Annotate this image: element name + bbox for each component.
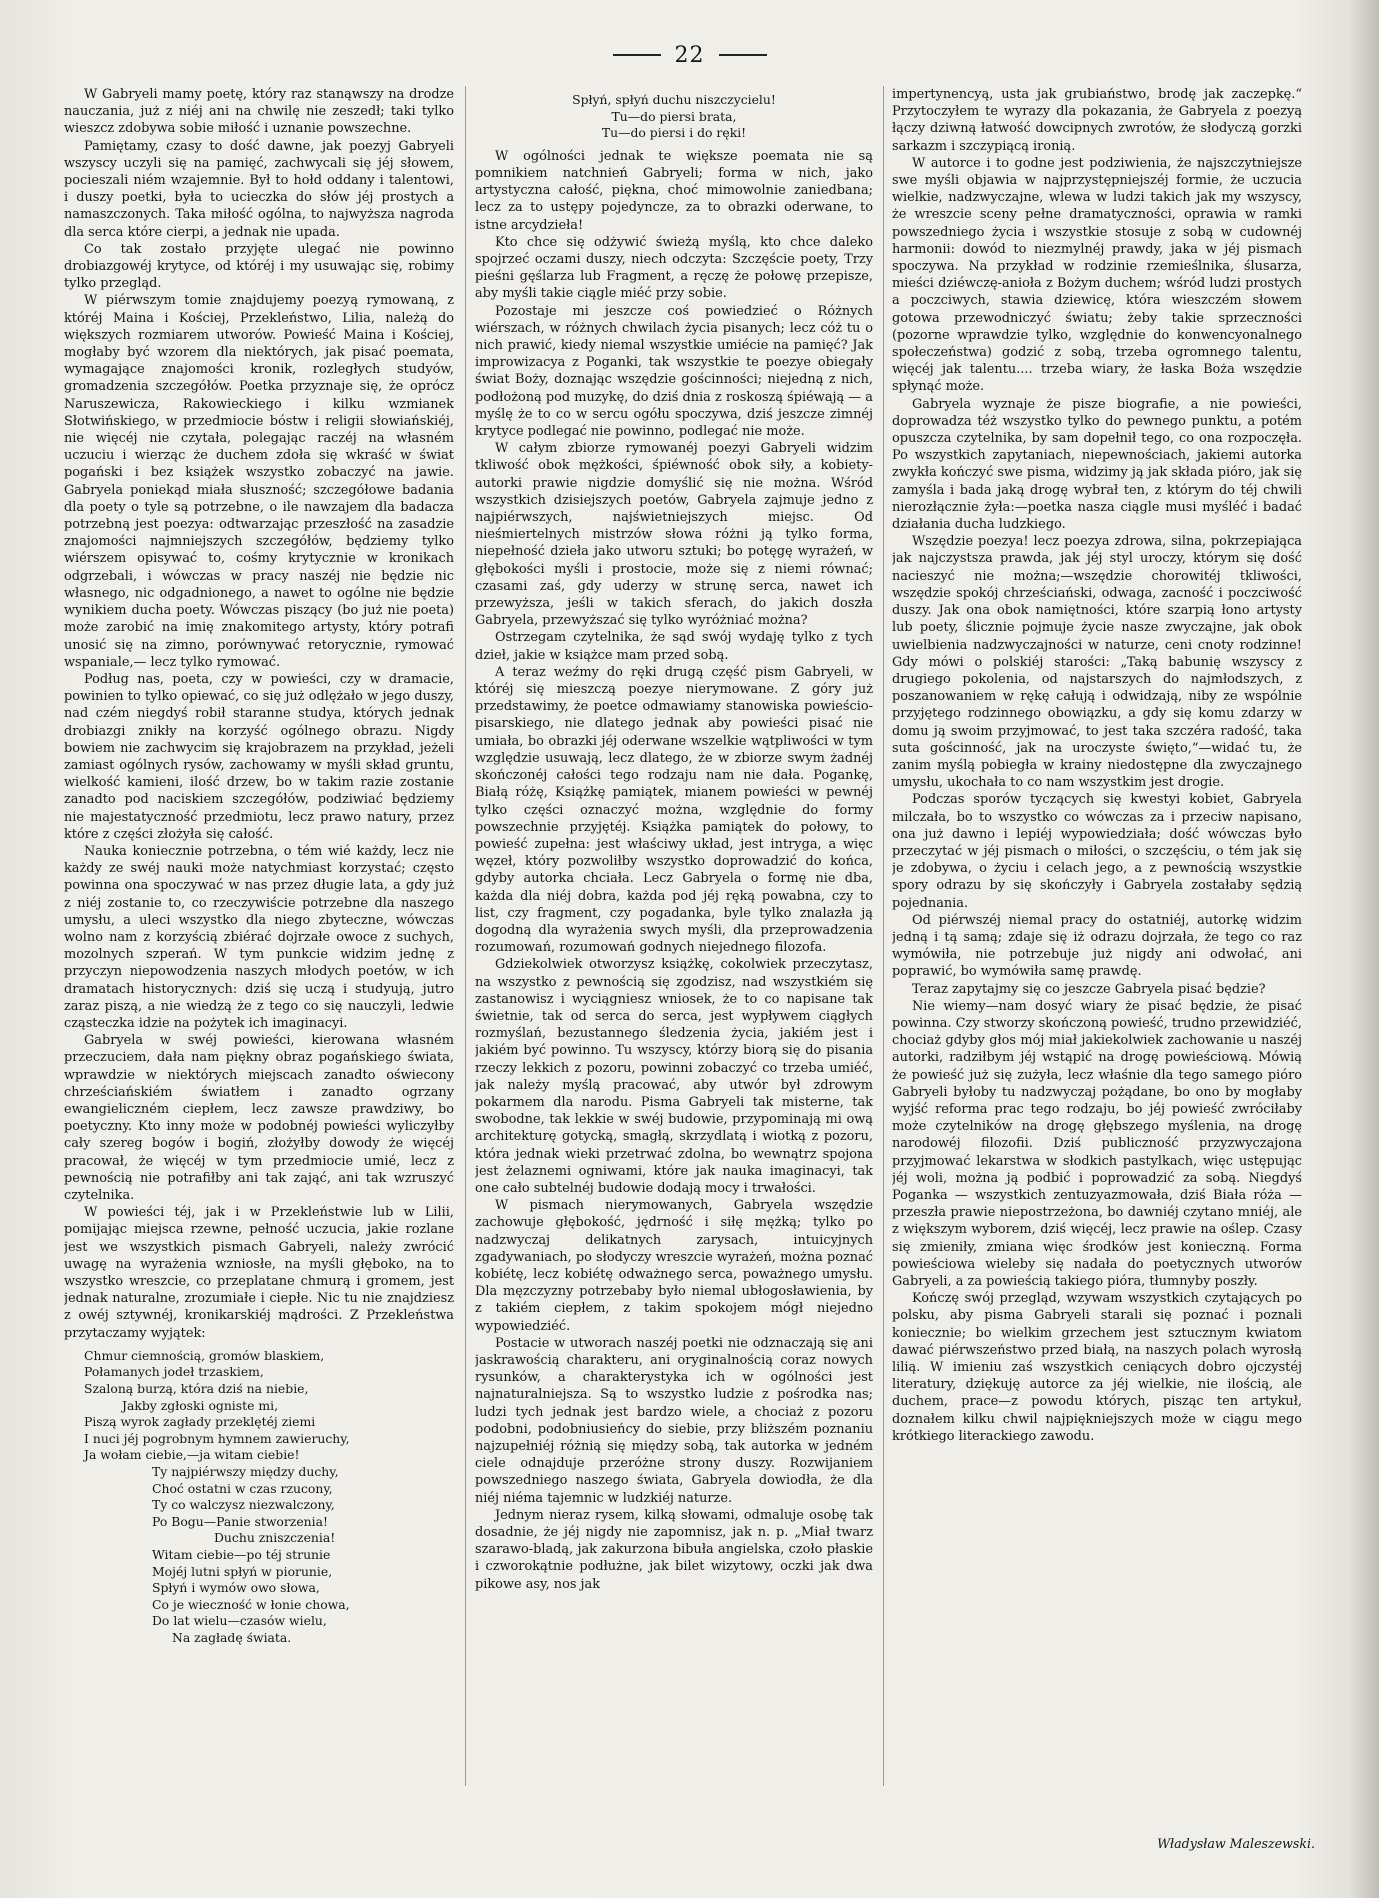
column-1 (64, 86, 454, 1886)
column-divider (465, 86, 466, 1786)
poem-quote (64, 1348, 454, 1647)
poem-line: Co je wieczność w łonie chowa, (152, 1596, 350, 1612)
poem-line: Choć ostatni w czas rzucony, (152, 1480, 333, 1496)
paragraph: Wszędzie poezya! lecz poezya zdrowa, silna, pokrzepiająca jak najczystsza prawda, jak jéj styl uroczy, którym się dość nacieszyć nie można;—wszędzie chorowitéj tkliwości, wszędzie spokój chrześciański, odwaga, zacność i poczciwość duszy. Jak ona obok namiętności, które szarpią łono artysty lub poety, ślicznie pojmuje życie nasze zwyczajne, jak obok uwielbienia nadzwyczajności w naturze, ceni cnoty rodzinne! Gdy mówi o polskiéj starości: „Taką babunię wszyscy z drugiego pokolenia, od najstarszych do najmłodszych, z poszanowaniem w rękę całują i odwidzają, niby ze wspólnie przyjętego rodzinnego obowiązku, a gdy się komu zdarzy w domu ją swoim przyjmować, to jest taka szczéra radość, taka suta gościnność, jak na uroczyste święto,“—widać tu, że zanim myślą pobiegła w krainy niedostępne dla zwyczajnego umysłu, ukochała to co nam wszystkim jest drogie. (892, 534, 1302, 791)
poem-line: Spłyń, spłyń duchu niszczycielu! (572, 92, 776, 107)
paragraph: Co tak zostało przyjęte ulegać nie powinno drobiazgowéj krytyce, od któréj i my usuwając się, robimy tylko przegląd. (64, 241, 454, 292)
paragraph: Kończę swój przegląd, wzywam wszystkich czytających po polsku, aby pisma Gabryeli starali się poznać i poznali koniecznie; bo wielkim grzechem jest sztucznym kwiatom dawać piérwszeństwo przed białą, na naszych polach wyrosłą lilią. W imieniu zaś wszystkich ceniących dobro ojczystéj literatury, dziękuję autorce za jéj wielkie, nie ilością, ale duchem, prace—z powodu których, pisząc ten artykuł, doznałem kilku chwil najpiękniejszych może w ciągu mego krótkiego literackiego zawodu. (892, 1291, 1302, 1444)
column-3 (892, 86, 1302, 1886)
paragraph: Od piérwszéj niemal pracy do ostatniéj, autorkę widzim jedną i tą samą; zdaje się iż odrazu dojrzała, że tego co raz wymówiła, nie potrzebuje już nigdy ani odwołać, ani poprawić, bo wymówiła samę prawdę. (892, 912, 1302, 980)
column-divider (883, 86, 884, 1786)
poem-line: Duchu zniszczenia! (214, 1530, 336, 1546)
paragraph: Teraz zapytajmy się co jeszcze Gabryela pisać będzie? (912, 981, 1266, 997)
paragraph: W całym zbiorze rymowanéj poezyi Gabryeli widzim tkliwość obok mężkości, śpiéwność obok siły, a kobiety-autorki prawie nigdzie domyślić się nie można. Wśród wszystkich dzisiejszych poetów, Gabryela zajmuje jedno z najpiérwszych, najświetniejszych miejsc. Od nieśmiertelnych mistrzów słowa różni ją tylko forma, niepełność dzieła jako utworu sztuki; bo potęgę wyrażeń, w głębokości myśli i prostocie, może się z niemi równać; czasami zaś, gdy uderzy w strunę serca, nawet ich przewyższa, jeśli w takich sferach, do jakich doszła Gabryela, przewyższać się tylko wyróżniać można? (475, 441, 873, 629)
poem-line: Ty co walczysz niezwalczony, (152, 1497, 335, 1513)
paragraph: W powieści téj, jak i w Przekleństwie lub w Lilii, pomijając miejsca rzewne, pełność uczucia, jakie rozlane jest we wszystkich pismach Gabryeli, należy zwrócić uwagę na wyrażenia wzniosłe, na myśli głęboko, na to wszystko wreszcie, co przeplatane chmurą i gromem, jest jednak naturalne, zrozumiałe i ciepłe. Nic tu nie znajdziesz z owéj sztywnéj, kronikarskiéj mądrości. Z Przekleństwa przytaczamy wyjątek: (64, 1205, 454, 1341)
poem-line: Po Bogu—Panie stworzenia! (152, 1513, 328, 1529)
poem-line: Jakby zgłoski ogniste mi, (122, 1397, 279, 1413)
header-rule-left (613, 54, 661, 56)
paragraph: W ogólności jednak te większe poemata nie są pomnikiem natchnień Gabryeli; forma w nich, jako artystyczna całość, piękna, choć mimowolnie zaniedbana; lecz za to ustępy pojedyncze, za to obrazki oderwane, to istne arcydzieła! (475, 148, 873, 233)
poem-line: Witam ciebie—po téj strunie (152, 1546, 331, 1562)
paragraph: Podług nas, poeta, czy w powieści, czy w dramacie, powinien to tylko opiewać, co się już odlężało w jego duszy, nad czém niegdyś robił staranne studya, których jednak drobiazgi znikły na korzyść ogólnego obrazu. Nigdy bowiem nie zachwycim się krajobrazem na przykład, jeżeli zamiast ogólnych rysów, zachowamy w myśli skład gruntu, wielkość kamieni, ilość drzew, bo w takim razie zostanie zanadto pod naciskiem szczegółów, podziwiać będziemy nie majestatyczność przedmiotu, lecz prawo natury, przez które z części złożyła się całość. (64, 671, 454, 842)
paragraph: Podczas sporów tyczących się kwestyi kobiet, Gabryela milczała, bo to wszystko co wówczas za i przeciw napisano, ona już dawno i lepiéj wypowiedziała; dość wówczas było przeczytać w jéj pismach o miłości, o szczęściu, o tém jak się je zdobywa, o życiu i celach jego, a z pewnością wszystkie spory odrazu by się skończyły i Gabryela zostałaby sędzią pojednania. (892, 792, 1302, 911)
poem-line: Mojéj lutni spłyń w piorunie, (152, 1563, 333, 1579)
poem-line: Spłyń i wymów owo słowa, (152, 1580, 320, 1596)
paragraph: A teraz weźmy do ręki drugą część pism Gabryeli, w któréj się mieszczą poezye nierymowane. Z góry już przedstawimy, że poetce odmawiamy stanowiska powieścio-pisarskiego, nie dlatego jednak aby powieści pisać nie umiała, bo obrazki jéj oderwane wszelkie wątpliwości w tym względzie usuwają, lecz dlatego, że w zbiorze swym żadnéj skończonéj całości tego rodzaju nam nie dała. Pogankę, Białą różę, Książkę pamiątek, mianem powieści w pewnéj tylko części oznaczyć można, względnie do formy powszechnie przyjętéj. Książka pamiątek do połowy, to powieść zupełna: jest właściwy układ, jest intryga, a więc węzeł, który pozwoliłby wszystko doprowadzić do końca, gdyby autorka chciała. Lecz Gabryela o formę nie dba, każda dla niéj dobra, każda pod jéj ręką powabna, czy to list, czy fragment, czy pogadanka, byle tylko znalazła ją dogodną dla wyrażenia swych myśli, dla przeprowadzenia rozumowań, rozumowań godnych niejednego filozofa. (475, 664, 873, 956)
poem-line: Połamanych jodeł trzaskiem, (84, 1364, 264, 1380)
paragraph: Ostrzegam czytelnika, że sąd swój wydaję tylko z tych dzieł, jakie w książce mam przed sobą. (475, 630, 873, 663)
author-signature: Władysław Maleszewski. (1157, 1836, 1315, 1851)
poem-line: I nuci jéj pogrobnym hymnem zawieruchy, (84, 1430, 350, 1446)
paragraph: Jednym nieraz rysem, kilką słowami, odmaluje osobę tak dosadnie, że jéj nigdy nie zapomnisz, jak n. p. „Miał twarz szarawo-bladą, jak zakurzona bibuła angielska, czoło płaskie i czworokątnie podłużne, jak bilet wizytowy, oczki jak dwa pikowe asy, nos jak (475, 1507, 873, 1592)
poem-line: Tu—do piersi brata, (611, 108, 737, 124)
paragraph: W pismach nierymowanych, Gabryela wszędzie zachowuje głębokość, jędrność i siłę mężką; tylko po nadzwyczaj delikatnych zarysach, intuicyjnych zgadywaniach, po słodyczy wreszcie wyrażeń, można poznać kobiétę, lecz kobiétę odważnego serca, poważnego umysłu. Dla męzczyzny potrzebaby było niemal ubłogosławienia, by z takiém ciepłem, z takim spokojem mógł niejedno wypowiedziéć. (475, 1198, 873, 1334)
poem-line: Piszą wyrok zagłady przeklętéj ziemi (84, 1414, 316, 1430)
paragraph: Pamiętamy, czasy to dość dawne, jak poezyj Gabryeli wszyscy uczyli się na pamięć, zachwycali się jéj słowem, pocieszali niém wzajemnie. Był to hołd oddany i talentowi, i duszy poetki, była to ucieczka do słów jéj prostych a namaszczonych. Taka miłość ogólna, to najwyższa nagroda dla serca które cierpi, a jednak nie upada. (64, 138, 454, 240)
paragraph: Gabryela wyznaje że pisze biografie, a nie powieści, doprowadza téż wszystko tylko do pewnego punktu, a potém opuszcza czytelnika, by sam dopełnił tego, co ona rozpoczęła. Po wszystkich zapytaniach, niepewnościach, jakiemi autorka zwykła kończyć swe pisma, widzimy ją jak składa pióro, jak się zamyśla i bada jaką drogę wybrał ten, z którym do téj chwili nierozłącznie żyła:—poetka nasza ciągle musi myśléć i badać działania ducha ludzkiego. (892, 396, 1302, 533)
poem-line: Tu—do piersi i do ręki! (601, 125, 747, 141)
paragraph: W autorce i to godne jest podziwienia, że najszczytniejsze swe myśli objawia w najprzystępniejszéj formie, że uczucia wielkie, nadzwyczajne, wlewa w ludzi takich jak my wszyscy, że wreszcie sceny pełne dramatyczności, oprawia w ramki powszedniego życia i wszystkie stosuje z sobą w cudownéj harmonii: dowód to niezmylnéj prawdy, jaka w jéj pismach spoczywa. Na przykład w rodzinie rzemieślnika, ślusarza, mieści dziéwczę-anioła z Bożym duchem; wśród ludzi prostych a poczciwych, stawia dziewicę, która wieszczém słowem gotowa przewodniczyć światu; żeby takie sprzeczności (pozorne wprawdzie tylko, względnie do konwencyonalnego społeczeństwa) godzić z sobą, trzeba ogromnego talentu, więcéj jak talentu.... trzeba wiary, że łaska Boża wszędzie spłynąć może. (892, 155, 1302, 395)
paragraph: Nauka koniecznie potrzebna, o tém wié każdy, lecz nie każdy ze swéj nauki może natychmiast korzystać; często powinna ona spoczywać w nas przez długie lata, a gdy już z niéj zostanie to, co rzeczywiście potrzebne dla naszego umysłu, a uleci wszystko dla niego zbyteczne, wówczas wolno nam z korzyścią zbiérać dojrzałe owoce z suchych, mozolnych szperań. W tym punkcie widzim jednę z przyczyn niepowodzenia naszych młodych poetów, w ich dramatach historycznych: dziś się uczą i studyują, jutro zaraz piszą, a nie wiedzą że z tego co się nauczyli, ledwie cząsteczka idzie na pożytek ich imaginacyi. (64, 843, 454, 1031)
column-2 (475, 86, 873, 1886)
poem-quote-continued (475, 92, 873, 142)
poem-line: Do lat wielu—czasów wielu, (152, 1613, 327, 1629)
page-header (0, 40, 1379, 70)
header-rule-right (719, 54, 767, 56)
page-edge-shadow (1349, 0, 1379, 1898)
paragraph: Kto chce się odżywić świeżą myślą, kto chce daleko spojrzeć oczami duszy, niech odczyta: Szczęście poety, Trzy pieśni gęślarza lub Fragment, a ręczę że połowę przepisze, aby myśli takie ciągle miéć przy sobie. (475, 234, 873, 302)
paragraph: W Gabryeli mamy poetę, który raz stanąwszy na drodze nauczania, już z niéj ani na chwilę nie zeszedł; taki tylko wieszcz zdobywa sobie miłość i uznanie powszechne. (64, 87, 454, 137)
poem-line: Ja wołam ciebie,—ja witam ciebie! (84, 1447, 300, 1463)
paragraph: impertynencyą, usta jak grubiaństwo, brodę jak zaczepkę.“ Przytoczyłem te wyrazy dla pokazania, że Gabryela z poezyą łączy dziwną łatwość dowcipnych zwrotów, że słodyczą gorzki sarkazm i szczypiącą ironią. (892, 87, 1302, 154)
paragraph: Gdziekolwiek otworzysz książkę, cokolwiek przeczytasz, na wszystko z pewnością się zgodzisz, nad wszystkiém się zastanowisz i wyciągniesz wniosek, że to co napisane tak świetnie, tak od serca do serca, jest wypływem ciągłych rozmyślań, bezustannego śledzenia życia, jakiém jest i jakiém być powinno. Tu wszyscy, którzy biorą się do pisania rzeczy lekkich z pozoru, powinni zobaczyć co trzeba umiéć, jak należy myślą pracować, aby utwór był zdrowym pokarmem dla narodu. Pisma Gabryeli tak misterne, tak swobodne, tak lekkie w swéj budowie, przypominają mi ową architekturę gotycką, smagłą, skrzydlatą i wiotką z pozoru, która jednak wieki przetrwać zdolna, bo wewnątrz spojona jest żelaznemi ogniwami, które jak nauka imaginacyi, tak one cało subtelnéj budowie dodają mocy i trwałości. (475, 957, 873, 1196)
poem-line: Szaloną burzą, która dziś na niebie, (84, 1381, 309, 1397)
poem-line: Ty najpiérwszy między duchy, (152, 1463, 339, 1479)
paragraph: Postacie w utworach naszéj poetki nie odznaczają się ani jaskrawością charakteru, ani oryginalnością coraz nowych rysunków, a charakterystyka ich w ogólności jest najnaturalniejsza. Są to wszystko ludzie z pośrodka nas; ludzi tych jednak jest bardzo wiele, a chociaż z pozoru podobni, podobniusieńcy do siebie, przy bliższém poznaniu najzupełniéj różnią się między sobą, tak autorka w jedném ciele odnajduje przeróżne strony duszy. Rozwijaniem powszedniego naszego świata, Gabryela dowiodła, że dla niéj niéma tajemnic w ludzkiéj naturze. (475, 1335, 873, 1506)
paragraph: Pozostaje mi jeszcze coś powiedzieć o Różnych wiérszach, w różnych chwilach życia pisanych; lecz cóż tu o nich prawić, kiedy niemal wszystkie umiécie na pamięć? Jak improwizacya z Poganki, tak wszystkie te poezye obiegały świat Boży, doznając wszędzie gościnności; niejedną z nich, podłożoną pod muzykę, do dziś dnia z roskoszą śpiéwają — a myślę że to co w sercu ogółu spoczywa, dziś jeszcze zimnéj krytyce podlegać nie powinno, podlegać nie może. (475, 303, 873, 440)
paragraph: Gabryela w swéj powieści, kierowana własném przeczuciem, dała nam piękny obraz pogańskiego świata, wprawdzie w niektórych miejscach zanadto oświecony chrześciańskiém światłem i zanadto ogrzany ewangieliczném ciepłem, lecz zawsze prawdziwy, bo poetyczny. Kto inny może w podobnéj powieści wyliczyłby cały szereg bogów i bogiń, złożyłby dowody że więcéj pracował, że więcéj w tym przedmiocie umié, lecz z pewnością nie potrafiłby ani tak zająć, ani tak wzruszyć czytelnika. (64, 1033, 454, 1203)
poem-line: Na zagładę świata. (172, 1629, 292, 1645)
paragraph: W piérwszym tomie znajdujemy poezyą rymowaną, z któréj Maina i Kościej, Przekleństwo, Lilia, należą do większych rozmiarem utworów. Powieść Maina i Kościej, mogłaby być wzorem dla niektórych, jak pisać poemata, wymagające znajomości kronik, rozległych studyów, gromadzenia szczegółów. Poetka przyznaje się, że oprócz Naruszewicza, Rakowieckiego i kilku wzmianek Słotwińskiego, w przedmiocie bóstw i religii słowiańskiéj, nie więcéj nie czytała, polegając raczéj na własném uczuciu i wierząc że duchem zdoła się wkraść w świat pogański i bez książek wszystko zobaczyć na jawie. Gabryela poniekąd miała słuszność; szczegółowe badania dla poety o tyle są potrzebne, o ile nawzajem dla badacza potrzebną jest poezya: odtwarzając przeszłość na zasadzie znajomości najmniejszych szczegółów, będziemy tylko wiérszem opisywać to, cośmy krytycznie w kronikach odgrzebali, i wówczas w pracy naszéj nie będzie nic własnego, nic odgadnionego, a nawet to ogólne nie będzie wynikiem ducha poety. Wówczas piszący (bo już nie poeta) może zarobić na imię znakomitego artysty, który potrafi unosić się na zimno, porównywać retorycznie, rymować wspaniale,— lecz tylko rymować. (64, 293, 454, 670)
poem-line: Chmur ciemnością, gromów blaskiem, (84, 1347, 325, 1363)
page-number: 22 (674, 42, 705, 68)
paragraph: Nie wiemy—nam dosyć wiary że pisać będzie, że pisać powinna. Czy stworzy skończoną powieść, trudno przewidziéć, chociaż gdyby głos mój miał jakiekolwiek zachowanie u naszéj autorki, radziłbym jéj wstąpić na drogę powieściową. Mówią że powieść już się zużyła, lecz właśnie dla tego samego pióro Gabryeli byłoby tu nadzwyczaj pożądane, bo ono by mogłaby wyjść reforma prac tego rodzaju, bo jéj powieść zwróciłaby może czytelników na drogę głębszego myślenia, na drogę narodowéj filozofii. Dziś publiczność przyzwyczajona przyjmować lekarstwa w słodkich pastylkach, więc ustępując jéj woli, można ją podbić i poprowadzić za sobą. Niegdyś Poganka — wszystkich zentuzyazmowała, dziś Biała róża — przeszła prawie niepostrzeżona, bo dawniéj czytano mniéj, ale z większym wyborem, dziś więcéj, lecz prawie na oślep. Czasy się zmieniły, zmiana więc środków jest konieczną. Forma powieściowa wieleby się nadała do poetycznych utworów Gabryeli, a za powieścią takiego pióra, tłumnyby poszły. (892, 998, 1302, 1290)
